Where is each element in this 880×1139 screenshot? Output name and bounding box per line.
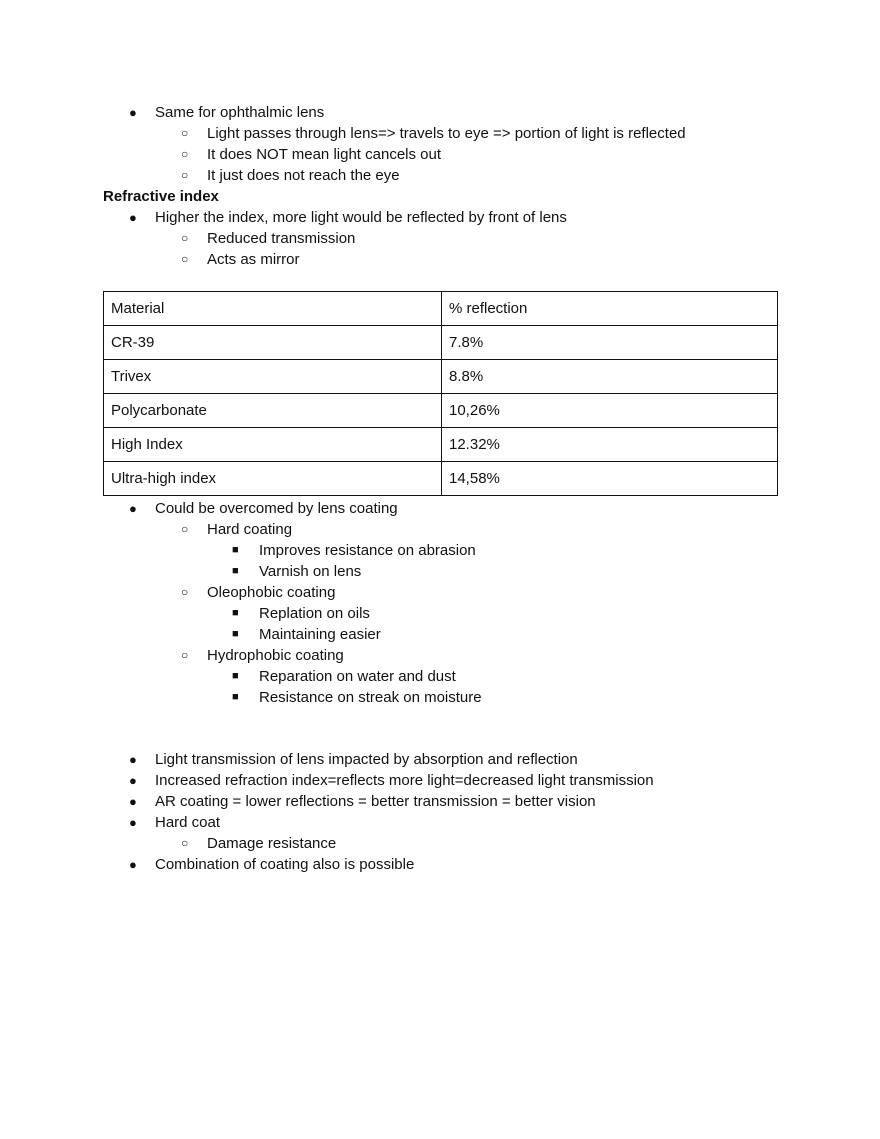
section-heading: Refractive index <box>103 188 219 205</box>
list-item: ■ Improves resistance on abrasion <box>232 542 476 559</box>
list-item: ● Higher the index, more light would be reflected by front of lens <box>129 209 567 226</box>
table-cell: 7.8% <box>442 326 778 360</box>
list-item: ■ Resistance on streak on moisture <box>232 689 482 706</box>
list-item: ○ Reduced transmission <box>181 230 356 247</box>
bullet-icon: ● <box>129 794 137 809</box>
table-header-row <box>104 292 778 326</box>
square-bullet-icon: ■ <box>232 691 239 703</box>
list-item: ● Combination of coating also is possible <box>129 856 415 873</box>
circle-bullet-icon: ○ <box>181 648 189 662</box>
circle-bullet-icon: ○ <box>181 231 189 245</box>
circle-bullet-icon: ○ <box>181 147 189 161</box>
circle-bullet-icon: ○ <box>181 126 189 140</box>
bullet-icon: ● <box>129 815 137 830</box>
bullet-icon: ● <box>129 857 137 872</box>
list-item: ● Could be overcomed by lens coating <box>129 500 398 517</box>
list-item: ○ Light passes through lens=> travels to eye => portion of light is reflected <box>181 125 686 142</box>
list-item: ○ It just does not reach the eye <box>181 167 400 184</box>
circle-bullet-icon: ○ <box>181 522 189 536</box>
table-cell: High Index <box>104 428 442 462</box>
list-item: ● Increased refraction index=reflects more light=decreased light transmission <box>129 772 654 789</box>
table-row <box>104 394 778 428</box>
square-bullet-icon: ■ <box>232 565 239 577</box>
table-row <box>104 428 778 462</box>
table-cell: Ultra-high index <box>104 462 442 496</box>
table-row <box>104 462 778 496</box>
bullet-icon: ● <box>129 752 137 767</box>
list-item: ○ Damage resistance <box>181 835 337 852</box>
list-item: ● Light transmission of lens impacted by absorption and reflection <box>129 751 578 768</box>
circle-bullet-icon: ○ <box>181 252 189 266</box>
list-item: ● Same for ophthalmic lens <box>129 104 325 121</box>
square-bullet-icon: ■ <box>232 607 239 619</box>
table-row <box>104 360 778 394</box>
list-item: ■ Maintaining easier <box>232 626 381 643</box>
bullet-icon: ● <box>129 210 137 225</box>
circle-bullet-icon: ○ <box>181 168 189 182</box>
table-cell: 10,26% <box>442 394 778 428</box>
square-bullet-icon: ■ <box>232 670 239 682</box>
table-cell: CR-39 <box>104 326 442 360</box>
table-cell: 12.32% <box>442 428 778 462</box>
square-bullet-icon: ■ <box>232 544 239 556</box>
list-item: ● AR coating = lower reflections = better transmission = better vision <box>129 793 596 810</box>
circle-bullet-icon: ○ <box>181 836 189 850</box>
square-bullet-icon: ■ <box>232 628 239 640</box>
reflection-table <box>103 291 778 496</box>
table-header: Material <box>104 292 442 326</box>
table-cell: Polycarbonate <box>104 394 442 428</box>
list-item: ■ Replation on oils <box>232 605 370 622</box>
list-item: ● Hard coat <box>129 814 221 831</box>
list-item: ○ Acts as mirror <box>181 251 300 268</box>
list-item: ○ Hydrophobic coating <box>181 647 344 664</box>
list-item: ○ Hard coating <box>181 521 293 538</box>
list-item: ○ Oleophobic coating <box>181 584 336 601</box>
table-header: % reflection <box>442 292 778 326</box>
bullet-icon: ● <box>129 105 137 120</box>
list-item: ■ Varnish on lens <box>232 563 362 580</box>
bullet-icon: ● <box>129 501 137 516</box>
table-row <box>104 326 778 360</box>
list-item: ■ Reparation on water and dust <box>232 668 456 685</box>
table-cell: Trivex <box>104 360 442 394</box>
table-cell: 8.8% <box>442 360 778 394</box>
bullet-icon: ● <box>129 773 137 788</box>
list-item: ○ It does NOT mean light cancels out <box>181 146 442 163</box>
table-cell: 14,58% <box>442 462 778 496</box>
circle-bullet-icon: ○ <box>181 585 189 599</box>
